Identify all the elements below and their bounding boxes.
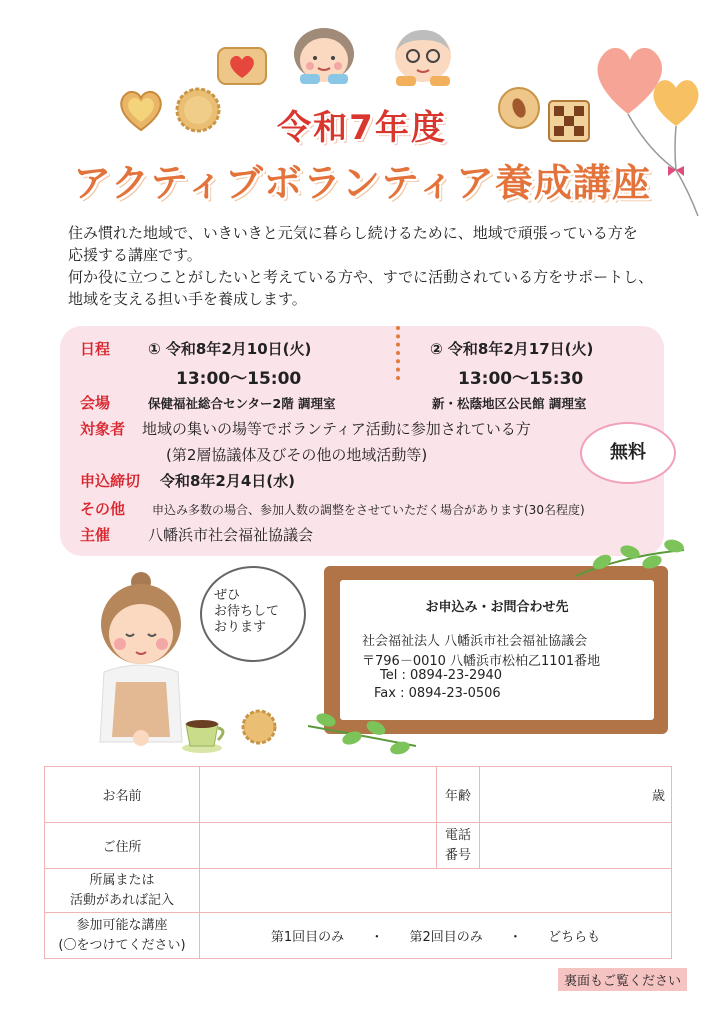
affiliation-label-line: 所属または bbox=[89, 872, 155, 888]
age-unit: 歳 bbox=[651, 789, 665, 804]
contact-title: お申込み・お問合わせ先 bbox=[425, 600, 569, 615]
speech-bubble-text bbox=[214, 588, 304, 636]
coffee-cup-icon bbox=[180, 712, 230, 754]
grandmother-illustration bbox=[282, 24, 366, 86]
venue1: 保健福祉総合センター2階 調理室 bbox=[148, 396, 336, 411]
address-label: ご住所 bbox=[45, 823, 200, 869]
round-cookie-icon bbox=[240, 708, 278, 746]
schedule-label: 日程 bbox=[80, 340, 111, 358]
phone-field[interactable] bbox=[480, 823, 672, 869]
phone-label bbox=[437, 823, 480, 869]
session2-time: 13:00～15:30 bbox=[458, 369, 584, 389]
deadline-value: 令和8年2月4日(水) bbox=[160, 472, 296, 490]
phone-label-line: 電話 bbox=[444, 827, 471, 843]
bubble-line: おります bbox=[214, 620, 267, 635]
other-value: 申込み多数の場合、参加人数の調整をさせていただく場合があります(30名程度) bbox=[152, 503, 585, 517]
intro-text bbox=[68, 222, 678, 310]
phone-label-line: 番号 bbox=[444, 847, 471, 863]
name-label: お名前 bbox=[45, 767, 200, 823]
back-page-note: 裏面もご覧ください bbox=[558, 968, 687, 991]
leaf-sprig-icon bbox=[572, 536, 688, 582]
course-label bbox=[45, 913, 200, 959]
grandfather-illustration bbox=[382, 22, 464, 88]
page-title: 令和7年度 bbox=[277, 108, 447, 148]
deadline-label: 申込締切 bbox=[80, 472, 141, 490]
venue-label: 会場 bbox=[80, 394, 111, 412]
host-label: 主催 bbox=[80, 526, 111, 544]
intro-line: 応援する講座です。 bbox=[68, 246, 202, 264]
age-label: 年齢 bbox=[437, 767, 480, 823]
address-field[interactable] bbox=[200, 823, 437, 869]
contact-address: 〒796－0010 八幡浜市松柏乙1101番地 bbox=[362, 654, 601, 669]
free-badge: 無料 bbox=[580, 422, 676, 484]
leaf-sprig-icon bbox=[304, 706, 420, 756]
contact-tel: Tel : 0894-23-2940 bbox=[380, 668, 503, 683]
contact-fax: Fax : 0894-23-0506 bbox=[374, 686, 501, 701]
heart-cookie-icon bbox=[216, 44, 268, 88]
session2-date: ② 令和8年2月17日(火) bbox=[430, 340, 594, 358]
affiliation-label bbox=[45, 869, 200, 913]
page-subtitle: アクティブボランティア養成講座 bbox=[73, 161, 651, 205]
application-form bbox=[44, 766, 672, 959]
session1-time: 13:00～15:00 bbox=[176, 369, 302, 389]
venue2: 新・松蔭地区公民館 調理室 bbox=[432, 396, 587, 411]
intro-line: 地域を支える担い手を養成します。 bbox=[68, 290, 307, 308]
target-line1: 地域の集いの場等でボランティア活動に参加されている方 bbox=[142, 420, 531, 438]
course-label-line: (〇をつけてください) bbox=[58, 937, 186, 953]
course-separator: ・ bbox=[370, 930, 384, 945]
target-line2: (第2層協議体及びその他の地域活動等) bbox=[166, 446, 428, 464]
intro-line: 住み慣れた地域で、いきいきと元気に暮らし続けるために、地域で頑張っている方を bbox=[68, 224, 638, 242]
affiliation-field[interactable] bbox=[200, 869, 672, 913]
info-panel bbox=[60, 326, 664, 556]
other-label: その他 bbox=[80, 500, 126, 518]
intro-line: 何か役に立つことがしたいと考えている方や、すでに活動されている方をサポートし、 bbox=[68, 268, 654, 286]
course-separator: ・ bbox=[508, 930, 522, 945]
bubble-line: お待ちして bbox=[214, 604, 280, 619]
course-option-1[interactable]: 第1回目のみ bbox=[270, 930, 345, 945]
target-label: 対象者 bbox=[80, 420, 126, 438]
course-options bbox=[200, 913, 672, 959]
bubble-line: ぜひ bbox=[214, 588, 241, 603]
name-field[interactable] bbox=[200, 767, 437, 823]
contact-org: 社会福祉法人 八幡浜市社会福祉協議会 bbox=[362, 634, 588, 649]
affiliation-label-line: 活動があれば記入 bbox=[69, 892, 174, 908]
course-option-3[interactable]: どちらも bbox=[548, 930, 601, 945]
host-value: 八幡浜市社会福祉協議会 bbox=[148, 526, 314, 544]
schedule-divider bbox=[396, 326, 400, 380]
course-label-line: 参加可能な講座 bbox=[76, 917, 168, 933]
age-field[interactable] bbox=[480, 767, 672, 823]
course-option-2[interactable]: 第2回目のみ bbox=[409, 930, 483, 945]
session1-date: ① 令和8年2月10日(火) bbox=[148, 340, 312, 358]
